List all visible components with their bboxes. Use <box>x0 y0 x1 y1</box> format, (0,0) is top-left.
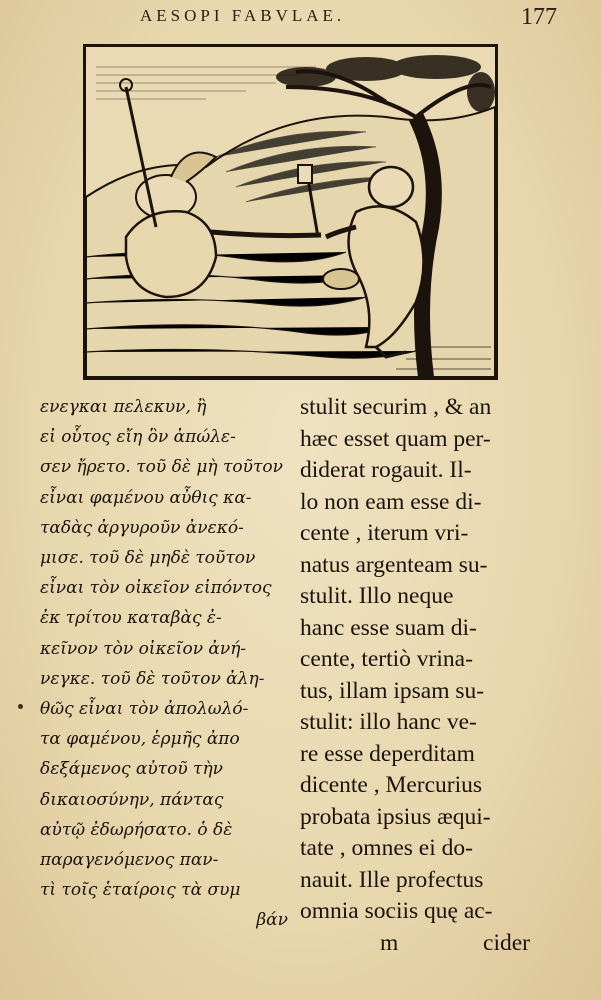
greek-line: ταδὰς ἀργυροῦν ἀνεκό- <box>40 517 244 538</box>
greek-line: δικαιοσύνην, πάντας <box>40 789 224 810</box>
greek-text-column <box>40 392 288 936</box>
greek-line: παραγενόμενος παν- <box>40 850 219 871</box>
greek-catchword: βάν <box>256 910 288 931</box>
latin-line: stulit: illo hanc ve- <box>300 709 477 735</box>
latin-line: cente, tertiò vrina- <box>300 646 473 672</box>
latin-text-column <box>300 392 530 959</box>
greek-line: δεξάμενος αὐτοῦ τὴν <box>40 759 223 780</box>
latin-line: hanc esse suam di- <box>300 614 477 641</box>
greek-line: αὐτῷ ἐδωρήσατο. ὁ δὲ <box>40 819 233 840</box>
latin-line: nauit. Ille profectus <box>300 866 484 893</box>
latin-line: lo non eam esse di- <box>300 488 482 515</box>
greek-line: τὶ τοῖς ἑταίροις τὰ συμ <box>40 880 241 901</box>
latin-line: tate , omnes ei do- <box>300 835 473 861</box>
latin-line: cente , iterum vri- <box>300 520 469 546</box>
latin-line: stulit securim , & an <box>300 394 492 420</box>
greek-line: κεῖνον τὸν οἰκεῖον ἀνή- <box>40 638 247 659</box>
greek-line: σεν ἤρετο. τοῦ δὲ μὴ τοῦτον <box>40 457 283 478</box>
latin-line: stulit. Illo neque <box>300 583 454 609</box>
latin-line: dicente , Mercurius <box>300 772 483 798</box>
woodcut-illustration <box>83 44 498 380</box>
greek-line: νεγκε. τοῦ δὲ τοῦτον ἀλη- <box>40 668 265 689</box>
woodcut-mercury-and-woodcutter-icon <box>86 47 495 377</box>
latin-catchword-right: cider <box>483 929 530 956</box>
latin-line: tus, illam ipsam su- <box>300 677 485 704</box>
greek-line: εἶναι τὸν οἰκεῖον εἰπόντος <box>40 578 272 599</box>
greek-line: εἰ οὗτος εἴη ὃν ἀπώλε- <box>40 427 236 448</box>
latin-line: hæc esset quam per- <box>300 425 491 452</box>
latin-line: diderat rogauit. Il- <box>300 457 472 483</box>
greek-line: μισε. τοῦ δὲ μηδὲ τοῦτον <box>40 548 256 569</box>
latin-line: natus argenteam su- <box>300 551 488 578</box>
greek-line: ενεγκαι πελεκυν, ἢ <box>40 397 207 417</box>
margin-mark <box>18 704 23 709</box>
greek-line: τα φαμένου, ἑρμῆς ἀπο <box>40 729 240 750</box>
greek-line: ἐκ τρίτου καταβὰς ἐ- <box>40 608 222 629</box>
greek-line: εἶναι φαμένου αὖθις κα- <box>40 487 252 508</box>
page-number: 177 <box>521 4 557 30</box>
latin-catchword-line <box>300 928 530 960</box>
latin-line: re esse deperditam <box>300 740 475 767</box>
latin-line: probata ipsius æqui- <box>300 803 491 830</box>
greek-line: θῶς εἶναι τὸν ἀπολωλό- <box>40 699 249 720</box>
latin-catchword-left: m <box>380 929 399 956</box>
latin-line: omnia sociis quę ac- <box>300 898 493 924</box>
running-head: AESOPI FABVLAE. <box>140 6 346 25</box>
